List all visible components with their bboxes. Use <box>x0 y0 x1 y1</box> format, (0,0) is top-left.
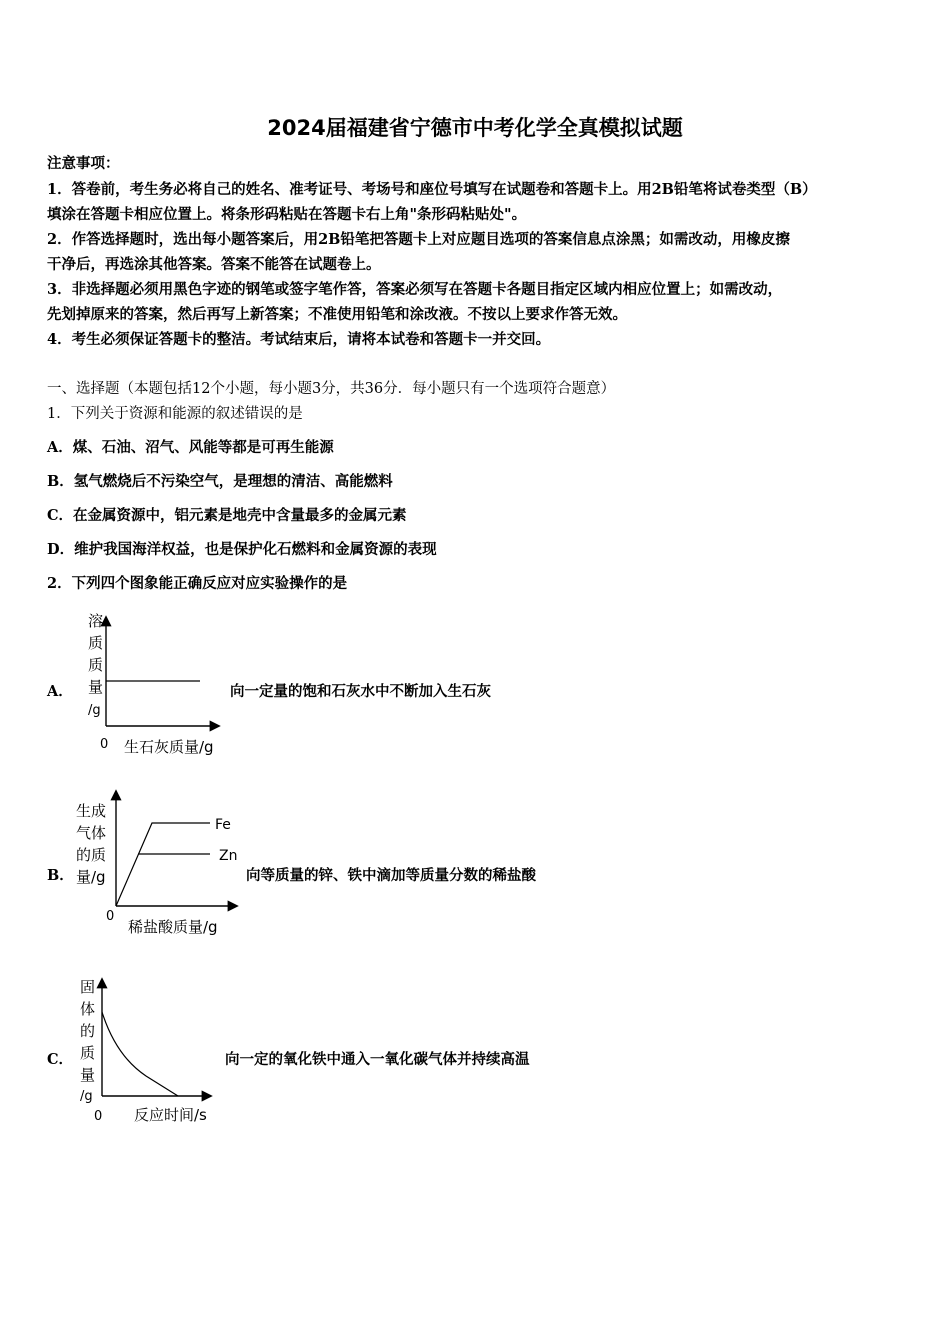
graph-c-description: 向一定的氧化铁中通入一氧化碳气体并持续高温 <box>225 1051 530 1068</box>
note-line: 1．答卷前，考生务必将自己的姓名、准考证号、考场号和座位号填写在试题卷和答题卡上。用2B铅笔将试卷类型（B） <box>47 181 817 198</box>
graph-a-ylabel-char: 质 <box>88 634 104 652</box>
note-line: 3．非选择题必须用黑色字迹的钢笔或签字笔作答，答案必须写在答题卡各题目指定区域内相应位置上；如需改动， <box>47 281 783 298</box>
question-2-stem: 2．下列四个图象能正确反应对应实验操作的是 <box>47 575 348 592</box>
graph-b-ylabel-line: 气体 <box>76 824 107 842</box>
graph-c-ylabel-char: 质 <box>80 1044 96 1062</box>
graph-c-letter: C． <box>47 1051 74 1068</box>
graph-c-ylabel-char: 量 <box>80 1066 96 1084</box>
note-line: 干净后，再选涂其他答案。答案不能答在试题卷上。 <box>47 256 381 273</box>
graph-a-origin: 0 <box>100 737 109 752</box>
page-title: 2024届福建省宁德市中考化学全真模拟试题 <box>267 116 683 140</box>
graph-a-letter: A． <box>47 683 73 700</box>
graph-a <box>70 608 240 758</box>
note-line: 填涂在答题卡相应位置上。将条形码粘贴在答题卡右上角"条形码粘贴处"。 <box>47 206 527 223</box>
note-line: 4．考生必须保证答题卡的整洁。考试结束后，请将本试卷和答题卡一并交回。 <box>47 331 551 348</box>
graph-c-ylabel-char: 固 <box>80 978 96 996</box>
notes-heading: 注意事项： <box>47 155 120 172</box>
graph-b-origin: 0 <box>106 909 115 924</box>
graph-a-ylabel-char: 溶 <box>88 612 104 630</box>
graph-b-ylabel-line: 的质 <box>76 846 107 864</box>
graph-a-ylabel-char: 质 <box>88 656 104 674</box>
graph-c-curve <box>102 1012 178 1096</box>
q1-option-c: C．在金属资源中，铝元素是地壳中含量最多的金属元素 <box>47 507 407 524</box>
graph-b-ylabel-line: 量/g <box>76 868 106 886</box>
graph-c-ylabel-char: 体 <box>80 1000 96 1018</box>
graph-b-ylabel-line: 生成 <box>76 802 107 820</box>
graph-b-series-fe: Fe <box>215 817 231 833</box>
graph-b-fe-curve <box>116 823 210 906</box>
graph-c-xlabel: 反应时间/s <box>134 1106 207 1124</box>
graph-a-ylabel-char: 量 <box>88 678 104 696</box>
section-heading: 一、选择题（本题包括12个小题，每小题3分，共36分．每小题只有一个选项符合题意） <box>47 381 616 397</box>
graph-c-origin: 0 <box>94 1109 103 1124</box>
graph-a-ylabel-char: /g <box>88 703 101 718</box>
note-line: 先划掉原来的答案，然后再写上新答案；不准使用铅笔和涂改液。不按以上要求作答无效。 <box>47 306 627 323</box>
graph-c-ylabel-char: /g <box>80 1089 93 1104</box>
graph-c <box>70 972 230 1132</box>
graph-a-description: 向一定量的饱和石灰水中不断加入生石灰 <box>230 683 491 700</box>
graph-b-series-zn: Zn <box>219 848 238 864</box>
graph-b-letter: B． <box>47 867 74 884</box>
graph-b <box>70 788 245 938</box>
question-1-stem: 1．下列关于资源和能源的叙述错误的是 <box>47 406 303 422</box>
q1-option-a: A．煤、石油、沼气、风能等都是可再生能源 <box>47 439 334 456</box>
graph-c-ylabel-char: 的 <box>80 1022 96 1040</box>
graph-b-description: 向等质量的锌、铁中滴加等质量分数的稀盐酸 <box>246 867 536 884</box>
q1-option-b: B．氢气燃烧后不污染空气，是理想的清洁、高能燃料 <box>47 473 393 490</box>
q1-option-d: D．维护我国海洋权益，也是保护化石燃料和金属资源的表现 <box>47 541 437 558</box>
graph-b-xlabel: 稀盐酸质量/g <box>128 918 218 936</box>
graph-a-xlabel: 生石灰质量/g <box>124 738 214 756</box>
note-line: 2．作答选择题时，选出每小题答案后，用2B铅笔把答题卡上对应题目选项的答案信息点涂黑；如需改动，用橡皮擦 <box>47 231 790 248</box>
